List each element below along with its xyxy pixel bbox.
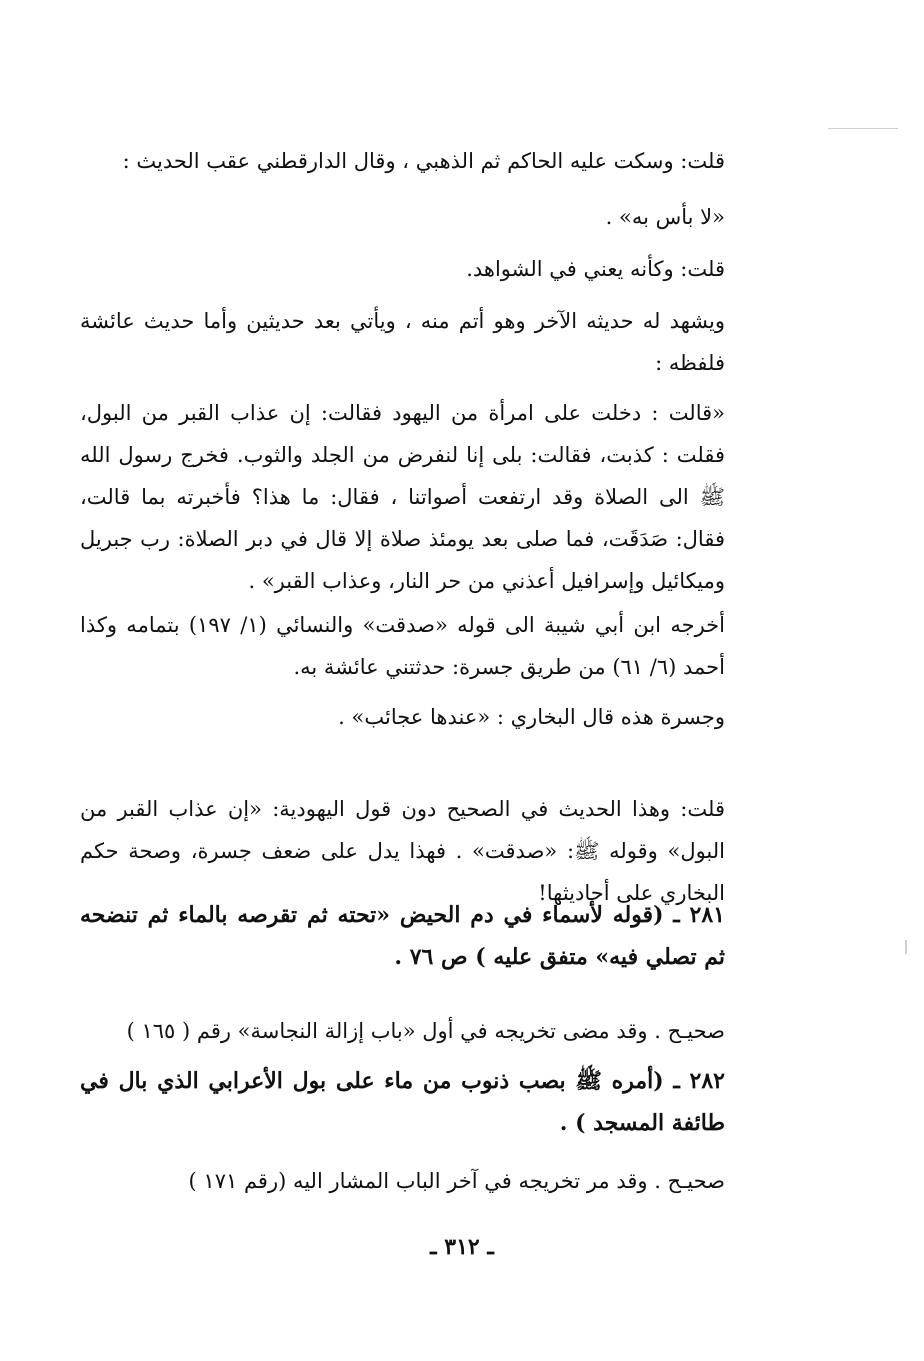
paragraph-4: ويشهد له حديثه الآخر وهو أتم منه ، ويأتي بعد حديثين وأما حديث عائشة فلفظه : (80, 309, 725, 375)
grading-281: صحيـح . وقد مضى تخريجه في أول «باب إزالة النجاسة» رقم ( ١٦٥ ) (126, 1019, 725, 1043)
scan-speck (905, 940, 907, 954)
page-number: ـ ٣١٢ ـ (430, 1234, 494, 1260)
scan-speck (828, 128, 898, 129)
paragraph-1: قلت: وسكت عليه الحاكم ثم الذهبي ، وقال الدارقطني عقب الحديث : (122, 149, 725, 173)
hadith-282: ٢٨٢ ـ (أمره ﷺ بصب ذنوب من ماء على بول الأعرابي الذي بال في طائفة المسجد ) . (80, 1068, 725, 1136)
hadith-281: ٢٨١ ـ (قوله لأسماء في دم الحيض «تحته ثم تقرصه بالماء ثم تنضحه ثم تصلي فيه» متفق عليه ) ص ٧٦ . (80, 902, 725, 970)
paragraph-comment: قلت: وهذا الحديث في الصحيح دون قول اليهودية: «إن عذاب القبر من البول» وقوله ﷺ: «صدقت» . فهذا يدل على ضعف جسرة، وصحة حكم البخاري على أحاديثها! (80, 797, 725, 905)
paragraph-jasra: وجسرة هذه قال البخاري : «عندها عجائب» . (338, 705, 725, 729)
grading-282: صحيـح . وقد مر تخريجه في آخر الباب المشار اليه (رقم ١٧١ ) (188, 1169, 725, 1193)
paragraph-2: «لا بأس به» . (605, 205, 725, 229)
takhrij-paragraph: أخرجه ابن أبي شيبة الى قوله «صدقت» والنسائي (١/ ١٩٧) بتمامه وكذا أحمد (٦/ ٦١) من طريق جسرة: حدثتني عائشة به. (80, 613, 725, 679)
hadith-quote: «قالت : دخلت على امرأة من اليهود فقالت: إن عذاب القبر من البول، فقلت : كذبت، فقالت: بلى إنا لنفرض من الجلد والثوب. فخرج رسول الله ﷺ الى الصلاة وقد ارتفعت أصواتنا ، فقال: ما هذا؟ فأخبرته بما قالت، فقال: صَدَقَت، فما صلى بعد يومئذ صلاة إلا قال في دبر الصلاة: رب جبريل وميكائيل وإسرافيل أعذني من حر النار، وعذاب القبر» . (80, 401, 725, 593)
paragraph-3: قلت: وكأنه يعني في الشواهد. (466, 257, 725, 281)
